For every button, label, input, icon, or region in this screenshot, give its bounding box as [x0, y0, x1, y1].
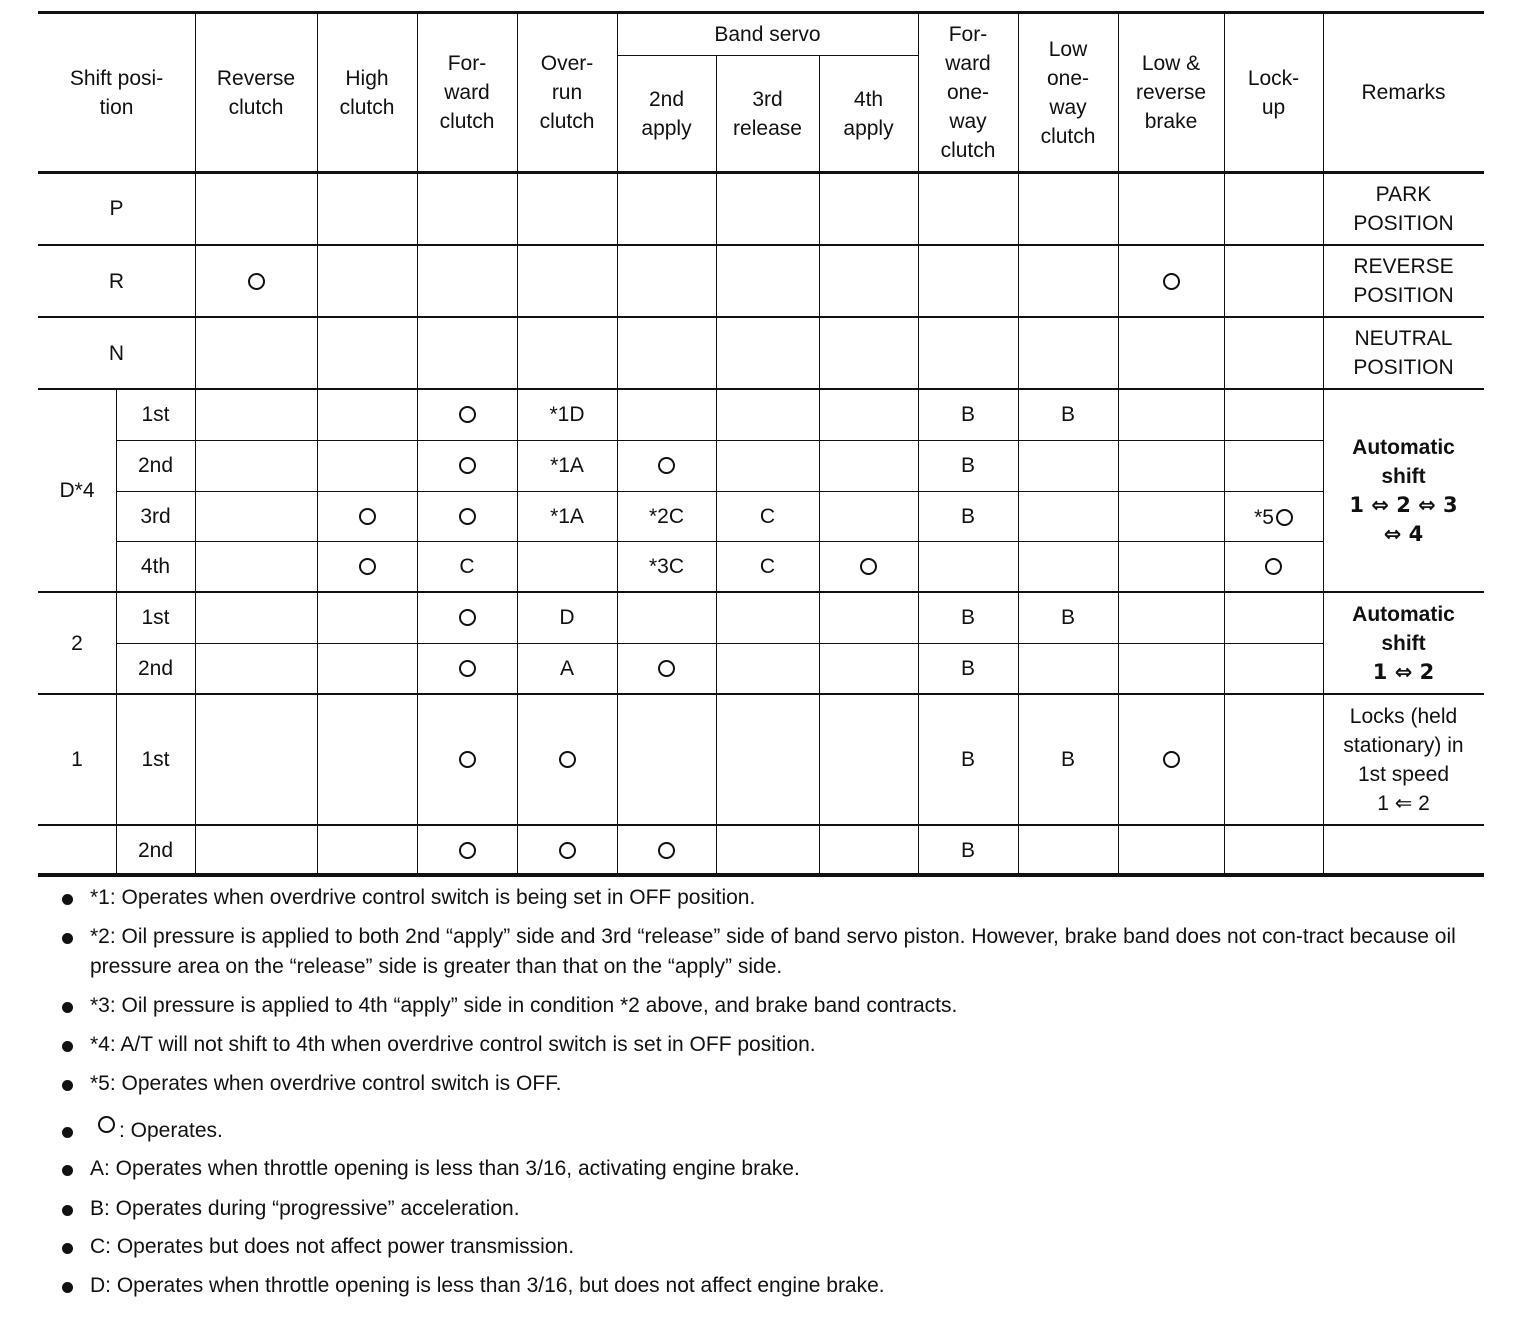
row-d-high-clutch-4: [317, 541, 417, 592]
footnote-text: *1: Operates when overdrive control switch is being set in OFF position.: [90, 886, 756, 909]
row-d-gear-4: [116, 541, 195, 592]
row-d-overrun-2: [517, 440, 617, 491]
operates-circle-icon: [559, 842, 576, 859]
row-2-low-one-way-2: [1018, 643, 1118, 694]
row-d-position: [38, 389, 116, 592]
header-band-4th-apply-text: 4th apply: [843, 87, 894, 140]
row-p-remarks: [1323, 172, 1484, 245]
row-rule-1-1st: [38, 824, 1484, 826]
footnote-text: B: Operates during “progressive” acceleration.: [90, 1197, 520, 1220]
row-2-fwd-one-way-1-text: B: [960, 606, 975, 629]
footnote-text: C: Operates but does not affect power transmission.: [90, 1235, 575, 1258]
header-forward-clutch-text: For- ward clutch: [439, 52, 495, 133]
row-2-remarks-line: shift: [1381, 631, 1426, 655]
row-2-forward-clutch-1: [417, 592, 517, 643]
row-1-fwd-one-way-2: [918, 825, 1018, 875]
header-band-3rd-release-text: 3rd release: [733, 87, 802, 140]
header-shift-position-text: Shift posi- tion: [69, 66, 164, 119]
footnote-text: A: Operates when throttle opening is less than 3/16, activating engine brake.: [90, 1157, 800, 1180]
operates-circle-icon: [658, 660, 675, 677]
operates-circle-icon: [459, 842, 476, 859]
row-2-low-one-way-1-text: B: [1060, 606, 1075, 629]
operates-circle-icon: [658, 457, 675, 474]
row-d-remarks-line: ⇔ 4: [1383, 521, 1424, 546]
row-d-lockup-3: [1224, 491, 1323, 541]
row-d-forward-clutch-2: [417, 440, 517, 491]
row-d-fwd-one-way-3: [918, 491, 1018, 541]
row-d-remarks-line: Automatic: [1352, 435, 1455, 459]
header-high-clutch-text: High clutch: [339, 66, 395, 119]
row-d-band-2nd-4-text: *3C: [648, 555, 685, 578]
row-1-low-one-way-1: [1018, 694, 1118, 825]
row-d-band-2nd-1: [617, 389, 716, 440]
header-low-one-way-clutch: [1018, 13, 1118, 172]
operates-circle-icon: [359, 508, 376, 525]
header-band-servo-text: Band servo: [714, 22, 821, 46]
row-2-fwd-one-way-2-text: B: [960, 657, 975, 680]
footnote-item: [62, 1030, 1482, 1060]
row-d-gear-1-text: 1st: [141, 403, 170, 426]
footnote-text: *2: Oil pressure is applied to both 2nd “apply” side and 3rd “release” side of band servo piston. However, brake band does not con-tract because oil pressure area on the “release” side is greater than that on the “apply” side.: [90, 925, 1456, 978]
header-remarks: [1323, 13, 1484, 172]
operates-circle-icon: [459, 609, 476, 626]
row-d-overrun-4: [517, 541, 617, 592]
row-r-reverse-clutch: [195, 245, 317, 317]
operates-circle-icon: [98, 1116, 115, 1133]
footnote-text: *5: Operates when overdrive control switch is OFF.: [90, 1072, 562, 1095]
row-r-low-reverse-brake: [1118, 245, 1224, 317]
bullet-icon: [62, 933, 73, 944]
row-r-remarks: [1323, 245, 1484, 317]
row-2-fwd-one-way-2: [918, 643, 1018, 694]
row-d-overrun-2-text: *1A: [550, 454, 584, 477]
row-2-remarks-line: 1 ⇔ 2: [1372, 659, 1435, 684]
row-1-remarks: [1323, 694, 1484, 825]
row-d-band-2nd-3-text: *2C: [648, 504, 685, 528]
row-d-forward-clutch-4: [417, 541, 517, 592]
header-lock-up: [1224, 13, 1323, 172]
row-2-gear-1-text: 1st: [141, 606, 170, 629]
row-d-overrun-1-text: *1D: [549, 403, 585, 426]
row-d-gear-2-text: 2nd: [137, 454, 174, 477]
row-r-position: [38, 245, 195, 317]
operates-circle-icon: [1276, 509, 1293, 526]
header-band-3rd-release: [716, 55, 819, 172]
operates-circle-icon: [459, 406, 476, 423]
row-d-forward-clutch-3: [417, 491, 517, 541]
bullet-icon: [62, 1243, 73, 1254]
row-d-band-3rd-1: [716, 389, 819, 440]
row-p-position: [38, 172, 195, 245]
row-2-low-one-way-1: [1018, 592, 1118, 643]
bullet-icon: [62, 894, 73, 905]
row-d-low-one-way-4: [1018, 541, 1118, 592]
header-forward-one-way-clutch: [918, 13, 1018, 172]
row-d-overrun-1: [517, 389, 617, 440]
row-1-fwd-one-way-1: [918, 694, 1018, 825]
header-band-2nd-apply-text: 2nd apply: [641, 87, 692, 140]
header-overrun-clutch: [517, 13, 617, 172]
header-low-one-way-clutch-text: Low one- way clutch: [1040, 37, 1096, 148]
row-d-band-2nd-4: [617, 541, 716, 592]
row-d-fwd-one-way-1: [918, 389, 1018, 440]
header-overrun-clutch-text: Over- run clutch: [539, 52, 595, 133]
header-lock-up-text: Lock- up: [1247, 66, 1300, 119]
operates-circle-icon: [248, 273, 265, 290]
footnote-text: D: Operates when throttle opening is less than 3/16, but does not affect engine brake.: [90, 1274, 885, 1297]
row-2-overrun-2: [517, 643, 617, 694]
row-d-remarks-line: shift: [1381, 464, 1426, 488]
row-d-fwd-one-way-3-text: B: [960, 504, 975, 528]
row-d-lockup-3-text: *5: [1254, 505, 1274, 529]
row-d-position-text: D*4: [59, 479, 95, 502]
row-n-remarks: [1323, 317, 1484, 389]
row-d-overrun-3-text: *1A: [550, 504, 584, 528]
row-1-gear-1-text: 1st: [141, 748, 170, 771]
row-d-band-4th-apply: [819, 541, 918, 592]
bullet-icon: [62, 1165, 73, 1176]
header-band-4th-apply: [819, 55, 918, 172]
row-2-position-text: 2: [71, 631, 83, 655]
row-d-band-2nd-3: [617, 491, 716, 541]
row-d-gear-1: [116, 389, 195, 440]
row-d-forward-clutch-4-text: C: [459, 555, 475, 578]
operates-circle-icon: [559, 751, 576, 768]
footnote-operates-legend: [90, 1116, 1482, 1146]
row-2-remarks-line: Automatic: [1352, 602, 1455, 626]
row-d-band-3rd-3: [716, 491, 819, 541]
row-2-gear-1: [116, 592, 195, 643]
row-1-forward-clutch-2: [417, 825, 517, 875]
bullet-icon: [62, 1041, 73, 1052]
header-low-reverse-brake-text: Low & reverse brake: [1135, 52, 1207, 133]
operates-circle-icon: [459, 660, 476, 677]
row-d-remarks: [1323, 389, 1484, 592]
row-1-gear-2-text: 2nd: [137, 838, 174, 862]
operates-circle-icon: [1265, 558, 1282, 575]
header-reverse-clutch-text: Reverse clutch: [216, 66, 296, 119]
row-d-low-one-way-3: [1018, 491, 1118, 541]
row-d-gear-3: [116, 491, 195, 541]
row-1-gear-2: [116, 825, 195, 875]
row-2-overrun-1-text: D: [559, 606, 575, 629]
row-1-position: [38, 694, 116, 825]
row-1-low-one-way-1-text: B: [1060, 748, 1075, 771]
bullet-icon: [62, 1002, 73, 1013]
row-rule-2-end: [38, 693, 1484, 695]
footnote-item: [62, 883, 1482, 913]
header-low-reverse-brake: [1118, 13, 1224, 172]
row-d-band-3rd-4: [716, 541, 819, 592]
row-d-fwd-one-way-2-text: B: [960, 454, 975, 477]
operates-circle-icon: [860, 558, 877, 575]
row-d-overrun-3: [517, 491, 617, 541]
row-1-forward-clutch-1: [417, 694, 517, 825]
row-d-band-3rd-2: [716, 440, 819, 491]
footnote-item: [62, 1271, 1482, 1301]
row-2-overrun-2-text: A: [559, 657, 574, 680]
row-2-remarks: [1323, 592, 1484, 694]
operates-circle-icon: [459, 751, 476, 768]
operates-circle-icon: [658, 842, 675, 859]
row-n-position-text: N: [108, 341, 125, 365]
footnote-item: [62, 922, 1482, 982]
row-rule-2-1st: [116, 643, 1323, 644]
footnote-text: *3: Oil pressure is applied to 4th “apply” side in condition *2 above, and brake band contracts.: [90, 994, 958, 1017]
row-d-band-3rd-4-text: C: [759, 555, 776, 578]
row-r-remarks-text: REVERSE POSITION: [1353, 255, 1454, 307]
row-2-position: [38, 592, 116, 694]
row-d-gear-3-text: 3rd: [140, 504, 171, 528]
row-p-remarks-text: PARK POSITION: [1353, 182, 1454, 235]
row-1-low-reverse-brake-1: [1118, 694, 1224, 825]
row-2-overrun-1: [517, 592, 617, 643]
row-d-lockup-4: [1224, 541, 1323, 592]
row-d-forward-clutch-1: [417, 389, 517, 440]
row-1-gear-1: [116, 694, 195, 825]
row-1-fwd-one-way-2-text: B: [960, 838, 975, 862]
operates-circle-icon: [1163, 273, 1180, 290]
row-d-fwd-one-way-2: [918, 440, 1018, 491]
row-d-gear-4-text: 4th: [140, 555, 171, 578]
header-forward-clutch: [417, 13, 517, 172]
bullet-icon: [62, 1205, 73, 1216]
row-d-low-one-way-2: [1018, 440, 1118, 491]
header-band-2nd-apply: [617, 55, 716, 172]
footnote-text: : Operates.: [119, 1119, 223, 1142]
row-p-position-text: P: [109, 197, 124, 220]
row-1-remarks-text: Locks (held stationary) in 1st speed 1 ⇐ 2: [1343, 704, 1464, 815]
row-n-position: [38, 317, 195, 389]
operates-circle-icon: [459, 508, 476, 525]
header-shift-position: [38, 13, 195, 172]
row-r-position-text: R: [108, 269, 125, 293]
row-1-band-2nd-apply-2: [617, 825, 716, 875]
footnote-item: [62, 1194, 1482, 1224]
row-d-gear-2: [116, 440, 195, 491]
row-1-fwd-one-way-1-text: B: [960, 748, 975, 771]
bullet-icon: [62, 1080, 73, 1091]
row-2-gear-2: [116, 643, 195, 694]
row-d-band-3rd-3-text: C: [759, 504, 776, 528]
header-high-clutch: [317, 13, 417, 172]
operates-circle-icon: [1163, 751, 1180, 768]
row-d-fwd-one-way-1-text: B: [960, 403, 975, 426]
table-bottom-border: [38, 873, 1484, 877]
row-1-overrun-2: [517, 825, 617, 875]
table-column-rule: [819, 55, 820, 875]
row-d-remarks-line: 1 ⇔ 2 ⇔ 3: [1349, 492, 1458, 517]
footnote-item: [62, 1232, 1482, 1262]
row-d-fwd-one-way-4: [918, 541, 1018, 592]
header-band-servo: [617, 13, 918, 55]
footnote-item: [62, 1069, 1482, 1099]
row-1-position-text: 1: [71, 748, 83, 771]
row-d-low-one-way-1-text: B: [1060, 403, 1075, 426]
operates-circle-icon: [359, 558, 376, 575]
operates-circle-icon: [459, 457, 476, 474]
row-1-overrun-1: [517, 694, 617, 825]
row-d-low-one-way-1: [1018, 389, 1118, 440]
row-2-band-2nd-apply: [617, 643, 716, 694]
header-forward-one-way-clutch-text: For- ward one- way clutch: [940, 23, 996, 162]
row-d-high-clutch-3: [317, 491, 417, 541]
row-2-gear-2-text: 2nd: [137, 657, 174, 680]
footnote-item: [62, 991, 1482, 1021]
row-2-fwd-one-way-1: [918, 592, 1018, 643]
footnote-item: [62, 1154, 1482, 1184]
row-n-remarks-text: NEUTRAL POSITION: [1353, 327, 1454, 379]
header-remarks-text: Remarks: [1361, 81, 1446, 104]
footnote-text: *4: A/T will not shift to 4th when overdrive control switch is set in OFF position.: [90, 1033, 816, 1056]
footnote-item: [62, 1116, 1482, 1146]
header-reverse-clutch: [195, 13, 317, 172]
bullet-icon: [62, 1282, 73, 1293]
row-d-band-2nd-apply-circle: [617, 440, 716, 491]
bullet-icon: [62, 1127, 73, 1138]
row-2-forward-clutch-2: [417, 643, 517, 694]
